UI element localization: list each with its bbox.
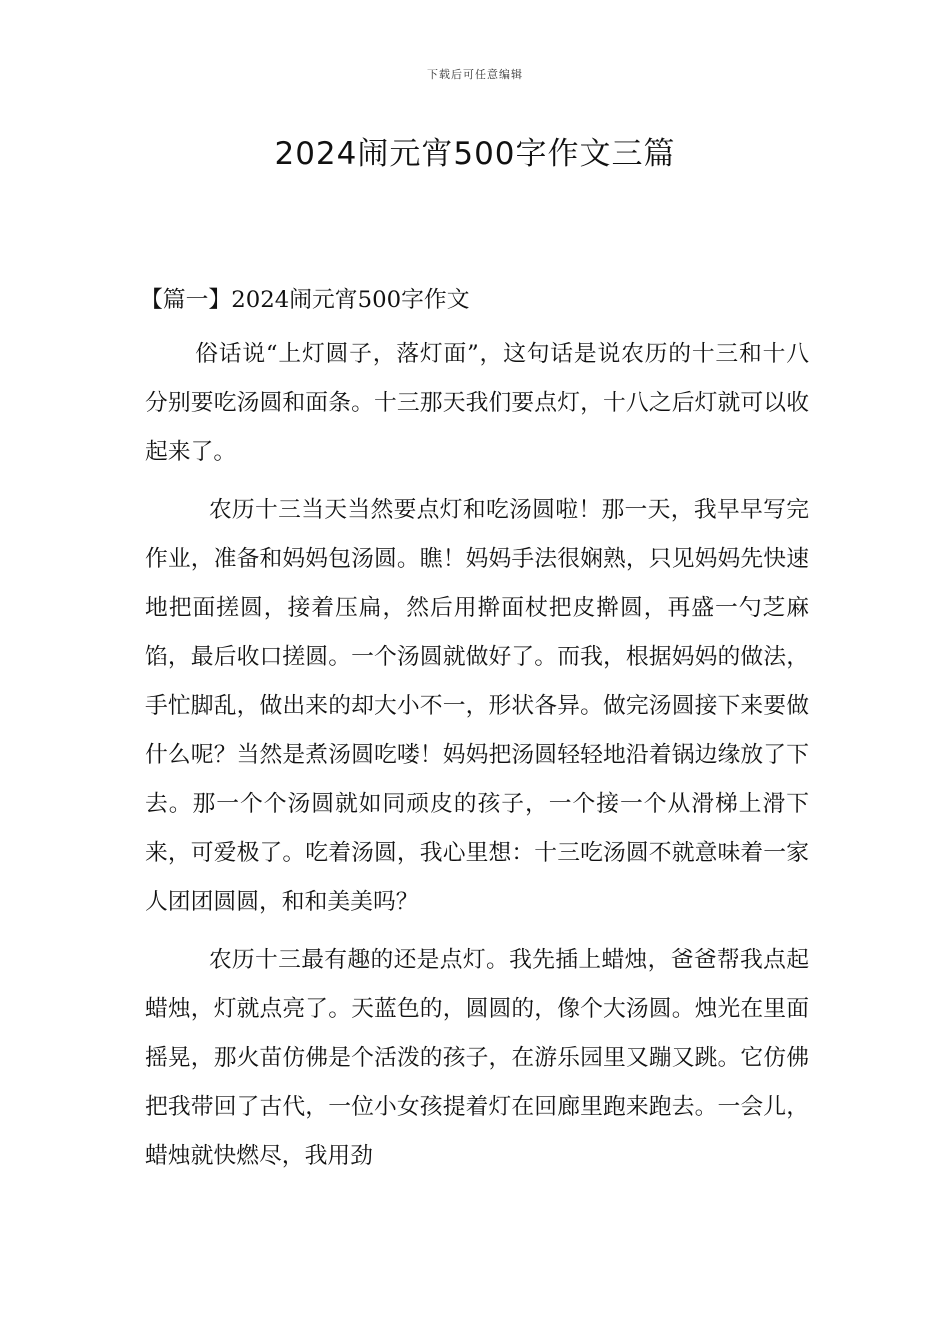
header-note: 下载后可任意编辑	[427, 68, 523, 81]
paragraph-2: 农历十三当天当然要点灯和吃汤圆啦！那一天，我早早写完作业，准备和妈妈包汤圆。瞧！妈妈手法很娴熟，只见妈妈先快速地把面搓圆，接着压扁，然后用擀面杖把皮擀圆，再盛一勺芝麻馅，最后收口搓圆。一个汤圆就做好了。而我，根据妈妈的做法，手忙脚乱，做出来的却大小不一，形状各异。做完汤圆接下来要做什么呢？当然是煮汤圆吃喽！妈妈把汤圆轻轻地沿着锅边缘放了下去。那一个个汤圆就如同顽皮的孩子，一个接一个从滑梯上滑下来，可爱极了。吃着汤圆，我心里想：十三吃汤圆不就意味着一家人团团圆圆，和和美美吗？	[145, 497, 809, 915]
paragraph-3: 农历十三最有趣的还是点灯。我先插上蜡烛，爸爸帮我点起蜡烛，灯就点亮了。天蓝色的，圆圆的，像个大汤圆。烛光在里面摇晃，那火苗仿佛是个活泼的孩子，在游乐园里又蹦又跳。它仿佛把我带回了古代，一位小女孩提着灯在回廊里跑来跑去。一会儿，蜡烛就快燃尽，我用劲	[145, 947, 809, 1169]
document-body	[140, 280, 809, 1181]
paragraph-1: 俗话说“上灯圆子，落灯面”，这句话是说农历的十三和十八分别要吃汤圆和面条。十三那天我们要点灯，十八之后灯就可以收起来了。	[145, 341, 809, 465]
section-heading: 【篇一】2024闹元宵500字作文	[140, 287, 470, 313]
page-title: 2024闹元宵500字作文三篇	[274, 136, 676, 172]
